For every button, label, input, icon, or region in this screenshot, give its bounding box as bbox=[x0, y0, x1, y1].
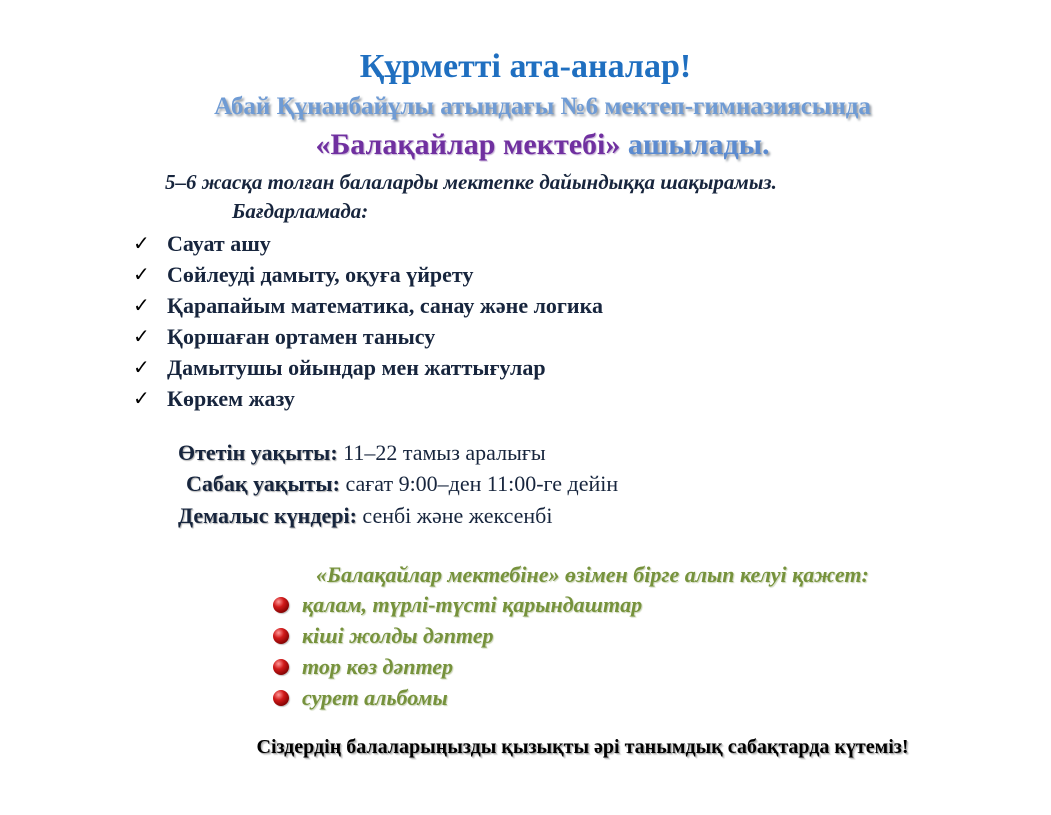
needs-list bbox=[273, 589, 642, 713]
opens-text: ашылады. bbox=[627, 128, 770, 161]
closing-message: Сіздердің балаларыңызды қызықты әрі танымдық сабақтарда күтеміз! bbox=[256, 736, 909, 758]
program-list bbox=[133, 228, 603, 414]
program-item bbox=[133, 228, 603, 259]
checkmark-icon: ✓ bbox=[133, 386, 150, 410]
lesson-time-label: Сабақ уақыты: bbox=[186, 471, 340, 496]
needs-item-label: қалам, түрлі-түсті қарындаштар bbox=[302, 592, 643, 617]
program-item-label: Көркем жазу bbox=[167, 386, 295, 411]
schedule-lesson-time bbox=[186, 468, 618, 499]
period-label: Өтетін уақыты: bbox=[178, 440, 338, 465]
program-item-label: Қарапайым математика, санау және логика bbox=[167, 293, 603, 318]
needs-item-label: кіші жолды дәптер bbox=[302, 623, 494, 648]
period-value: 11–22 тамыз аралығы bbox=[343, 440, 546, 465]
checkmark-icon: ✓ bbox=[133, 231, 150, 255]
schedule-period bbox=[178, 437, 546, 468]
needs-item bbox=[273, 651, 642, 682]
bullet-ball-icon bbox=[273, 597, 289, 613]
school-subtitle: Абай Құнанбайұлы атындағы №6 мектеп-гимназиясында bbox=[214, 93, 871, 120]
checkmark-icon: ✓ bbox=[133, 262, 150, 286]
needs-item bbox=[273, 620, 642, 651]
bullet-ball-icon bbox=[273, 628, 289, 644]
program-item-label: Сауат ашу bbox=[167, 231, 271, 256]
program-item bbox=[133, 259, 603, 290]
bullet-ball-icon bbox=[273, 659, 289, 675]
program-item bbox=[133, 383, 603, 414]
schedule-weekend bbox=[178, 500, 552, 531]
needs-item-label: сурет альбомы bbox=[302, 685, 448, 710]
weekend-label: Демалыс күндері: bbox=[178, 503, 357, 528]
program-item bbox=[133, 290, 603, 321]
lesson-time-value: сағат 9:00–ден 11:00-ге дейін bbox=[345, 471, 619, 496]
program-item-label: Сөйлеуді дамыту, оқуға үйрету bbox=[167, 262, 474, 287]
checkmark-icon: ✓ bbox=[133, 293, 150, 317]
program-item-label: Қоршаған ортамен танысу bbox=[167, 324, 436, 349]
checkmark-icon: ✓ bbox=[133, 355, 150, 379]
page-title: Құрметті ата-аналар! bbox=[359, 48, 692, 85]
needs-title: «Балақайлар мектебіне» өзімен бірге алып келуі қажет: bbox=[316, 562, 869, 587]
program-item-label: Дамытушы ойындар мен жаттығулар bbox=[167, 355, 546, 380]
invitation-text: 5–6 жасқа толған балаларды мектепке дайындыққа шақырамыз. bbox=[165, 170, 777, 194]
opening-announcement bbox=[0, 128, 1051, 162]
bullet-ball-icon bbox=[273, 690, 289, 706]
program-item bbox=[133, 352, 603, 383]
needs-item bbox=[273, 682, 642, 713]
program-item bbox=[133, 321, 603, 352]
program-label: Бағдарламада: bbox=[232, 199, 369, 223]
needs-item-label: тор көз дәптер bbox=[302, 654, 454, 679]
weekend-value: сенбі және жексенбі bbox=[362, 503, 553, 528]
checkmark-icon: ✓ bbox=[133, 324, 150, 348]
school-name: «Балақайлар мектебі» bbox=[315, 128, 621, 161]
needs-item bbox=[273, 589, 642, 620]
